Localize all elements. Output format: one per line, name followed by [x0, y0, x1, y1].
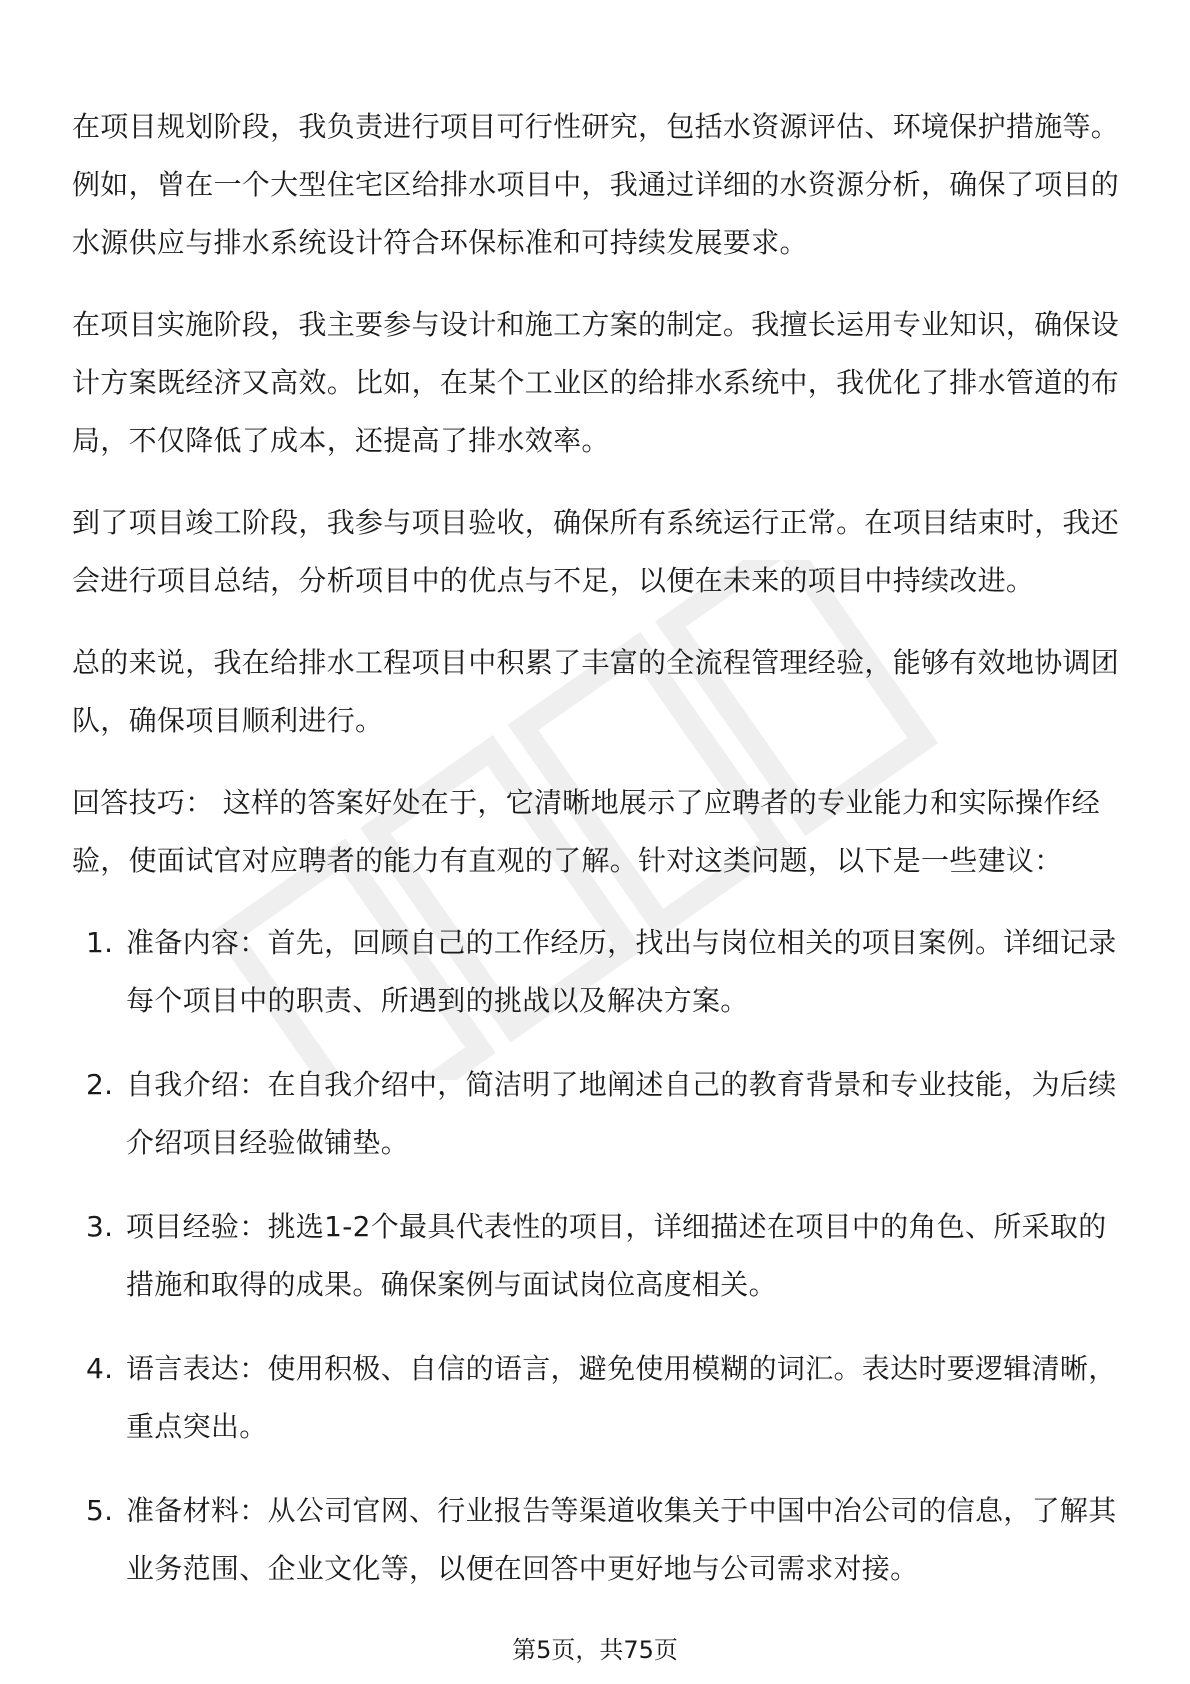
list-item-text: 准备材料：从公司官网、行业报告等渠道收集关于中国中冶公司的信息，了解其业务范围、企业文化等，以便在回答中更好地与公司需求对接。: [126, 1494, 1117, 1585]
paragraph-summary: 总的来说，我在给排水工程项目中积累了丰富的全流程管理经验，能够有效地协调团队，确保项目顺利进行。: [72, 646, 1120, 737]
list-item: [72, 1056, 1127, 1172]
paragraph-completion: 到了项目竣工阶段，我参与项目验收，确保所有系统运行正常。在项目结束时，我还会进行项目总结，分析项目中的优点与不足，以便在未来的项目中持续改进。: [72, 506, 1120, 597]
list-item-text: 项目经验：挑选1-2个最具代表性的项目，详细描述在项目中的角色、所采取的措施和取得的成果。确保案例与面试岗位高度相关。: [126, 1210, 1107, 1301]
paragraph-implementation: 在项目实施阶段，我主要参与设计和施工方案的制定。我擅长运用专业知识，确保设计方案既经济又高效。比如，在某个工业区的给排水系统中，我优化了排水管道的布局，不仅降低了成本，还提高了排水效率。: [72, 308, 1120, 457]
list-item: [72, 1482, 1127, 1598]
tips-list: [72, 914, 1127, 1598]
list-item-number: 2.: [86, 1068, 114, 1101]
list-item-text: 准备内容：首先，回顾自己的工作经历，找出与岗位相关的项目案例。详细记录每个项目中的职责、所遇到的挑战以及解决方案。: [126, 926, 1117, 1017]
list-item: [72, 1340, 1127, 1456]
paragraph-planning: 在项目规划阶段，我负责进行项目可行性研究，包括水资源评估、环境保护措施等。例如，曾在一个大型住宅区给排水项目中，我通过详细的水资源分析，确保了项目的水源供应与排水系统设计符合环保标准和可持续发展要求。: [72, 110, 1120, 259]
list-item-number: 4.: [86, 1352, 114, 1385]
page-number: 第5页，共75页: [512, 1636, 678, 1664]
list-item-number: 1.: [86, 926, 114, 959]
document-body: [72, 98, 1127, 1624]
list-item: [72, 914, 1127, 1030]
list-item-number: 5.: [86, 1494, 114, 1527]
list-item-number: 3.: [86, 1210, 114, 1243]
list-item-text: 语言表达：使用积极、自信的语言，避免使用模糊的词汇。表达时要逻辑清晰，重点突出。: [126, 1352, 1117, 1443]
list-item-text: 自我介绍：在自我介绍中，简洁明了地阐述自己的教育背景和专业技能，为后续介绍项目经验做铺垫。: [126, 1068, 1117, 1159]
list-item: [72, 1198, 1127, 1314]
paragraph-answer-tips: 回答技巧： 这样的答案好处在于，它清晰地展示了应聘者的专业能力和实际操作经验，使面试官对应聘者的能力有直观的了解。针对这类问题，以下是一些建议：: [72, 786, 1101, 877]
